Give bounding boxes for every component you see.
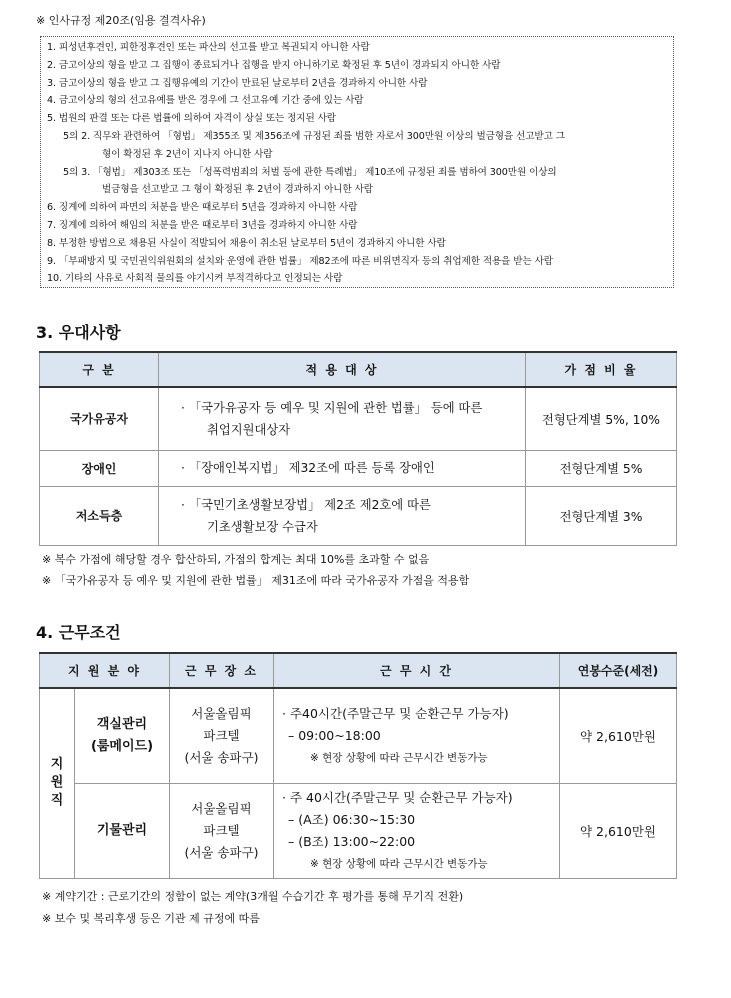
hours-cell xyxy=(274,783,560,878)
category-cell: 국가유공자 xyxy=(40,387,159,450)
preference-note: ※ 「국가유공자 등 예우 및 지원에 관한 법률」 제31조에 따라 국가유공자 가점을 적용함 xyxy=(42,574,470,587)
salary-cell: 약 2,610만원 xyxy=(560,688,677,783)
place-line: (서울 송파구) xyxy=(184,749,259,765)
conditions-note: ※ 계약기간 : 근로기간의 정함이 없는 계약(3개월 수습기간 후 평가를 통해 무기직 전환) xyxy=(42,890,464,903)
disq-item: 형이 확정된 후 2년이 지나지 아니한 사람 xyxy=(102,148,273,160)
place-line: 서울올림픽 xyxy=(191,705,252,721)
header-target: 적 용 대 상 xyxy=(159,352,526,387)
section-title-conditions: 4. 근무조건 xyxy=(36,623,121,642)
header-rate: 가 점 비 율 xyxy=(526,352,677,387)
hours-line: · 주40시간(주말근무 및 순환근무 가능자) xyxy=(282,705,509,721)
table-header-row xyxy=(40,653,677,688)
table-row xyxy=(40,486,677,545)
hours-line: – (B조) 13:00~22:00 xyxy=(288,833,416,849)
place-line: 서울올림픽 xyxy=(191,800,252,816)
place-line: (서울 송파구) xyxy=(184,844,259,860)
table-row xyxy=(40,387,677,450)
target-line: 기초생활보장 수급자 xyxy=(207,519,318,534)
table-header-row xyxy=(40,352,677,387)
group-label-cell xyxy=(40,688,75,878)
hours-note: ※ 현장 상황에 따라 근무시간 변동가능 xyxy=(310,751,488,764)
rate-cell: 전형단계별 5%, 10% xyxy=(526,387,677,450)
category-cell: 저소득층 xyxy=(40,486,159,545)
disqualification-box xyxy=(40,36,674,288)
hours-cell xyxy=(274,688,560,783)
hours-line: · 주 40시간(주말근무 및 순환근무 가능자) xyxy=(282,789,513,805)
target-cell xyxy=(159,387,526,450)
disqualification-title: ※ 인사규정 제20조(임용 결격사유) xyxy=(36,14,206,27)
preference-note: ※ 복수 가점에 해당할 경우 합산하되, 가점의 합계는 최대 10%를 초과할 수 없음 xyxy=(42,553,430,566)
table-row xyxy=(40,450,677,486)
place-line: 파크텔 xyxy=(203,727,240,743)
table-row xyxy=(40,783,677,878)
preference-table xyxy=(39,351,677,546)
target-cell xyxy=(159,486,526,545)
disq-item: 8. 부정한 방법으로 채용된 사실이 적발되어 채용이 취소된 날로부터 5년이 경과하지 아니한 사람 xyxy=(47,237,446,249)
target-line: · 「국민기초생활보장법」 제2조 제2호에 따른 xyxy=(181,497,431,512)
conditions-note: ※ 보수 및 복리후생 등은 기관 제 규정에 따름 xyxy=(42,912,260,925)
disq-item: 7. 징계에 의하여 해임의 처분을 받은 때로부터 3년을 경과하지 아니한 사람 xyxy=(47,219,358,231)
section-title-preferences: 3. 우대사항 xyxy=(36,323,121,342)
rate-cell: 전형단계별 3% xyxy=(526,486,677,545)
salary-cell: 약 2,610만원 xyxy=(560,783,677,878)
job-cell xyxy=(75,783,170,878)
target-line: · 「국가유공자 등 예우 및 지원에 관한 법률」 등에 따른 xyxy=(181,400,483,415)
group-label-char: 지 xyxy=(50,757,64,773)
disq-item: 9. 「부패방지 및 국민권익위원회의 설치와 운영에 관한 법률」 제82조에 따른 비위면직자 등의 취업제한 적용을 받는 사람 xyxy=(47,255,553,267)
hours-note: ※ 현장 상황에 따라 근무시간 변동가능 xyxy=(310,857,488,870)
rate-cell: 전형단계별 5% xyxy=(526,450,677,486)
group-label-char: 직 xyxy=(50,793,64,809)
disq-item: 4. 금고이상의 형의 선고유예를 받은 경우에 그 선고유예 기간 중에 있는 사람 xyxy=(47,95,364,107)
job-line: 객실관리 xyxy=(96,716,148,732)
job-line: (룸메이드) xyxy=(90,738,154,754)
hours-line: – (A조) 06:30~15:30 xyxy=(288,811,416,827)
target-line: 취업지원대상자 xyxy=(207,422,291,437)
table-row xyxy=(40,688,677,783)
place-line: 파크텔 xyxy=(203,822,240,838)
disq-item: 벌금형을 선고받고 그 형이 확정된 후 2년이 경과하지 아니한 사람 xyxy=(102,184,373,196)
disq-item: 1. 피성년후견인, 피한정후견인 또는 파산의 선고를 받고 복권되지 아니한 사람 xyxy=(47,42,370,53)
header-category: 구 분 xyxy=(40,352,159,387)
group-label-char: 원 xyxy=(50,775,64,791)
header-field: 지 원 분 야 xyxy=(40,653,170,688)
job-line: 기물관리 xyxy=(96,822,148,838)
hours-line: – 09:00~18:00 xyxy=(288,727,381,743)
work-conditions-table xyxy=(39,652,677,879)
place-cell xyxy=(170,783,274,878)
disq-item: 3. 금고이상의 형을 받고 그 집행유예의 기간이 만료된 날로부터 2년을 경과하지 아니한 사람 xyxy=(47,77,428,89)
disq-item: 5. 법원의 판결 또는 다른 법률에 의하여 자격이 상실 또는 정지된 사람 xyxy=(47,113,336,125)
disq-item: 5의 2. 직무와 관련하여 「형법」 제355조 및 제356조에 규정된 죄를 범한 자로서 300만원 이상의 벌금형을 선고받고 그 xyxy=(63,130,565,142)
target-cell xyxy=(159,450,526,486)
header-salary: 연봉수준(세전) xyxy=(560,653,677,688)
target-line: · 「장애인복지법」 제32조에 따른 등록 장애인 xyxy=(181,461,435,475)
header-hours: 근 무 시 간 xyxy=(274,653,560,688)
header-place: 근 무 장 소 xyxy=(170,653,274,688)
category-cell: 장애인 xyxy=(40,450,159,486)
place-cell xyxy=(170,688,274,783)
disq-item: 5의 3. 「형법」 제303조 또는 「성폭력범죄의 처벌 등에 관한 특례법」 제10조에 규정된 죄를 범하여 300만원 이상의 xyxy=(63,166,557,178)
disq-item: 10. 기타의 사유로 사회적 물의를 야기시켜 부적격하다고 인정되는 사람 xyxy=(47,273,343,285)
disq-item: 2. 금고이상의 형을 받고 그 집행이 종료되거나 집행을 받지 아니하기로 확정된 후 5년이 경과되지 아니한 사람 xyxy=(47,59,501,71)
disq-item: 6. 징계에 의하여 파면의 처분을 받은 때로부터 5년을 경과하지 아니한 사람 xyxy=(47,202,358,214)
job-cell xyxy=(75,688,170,783)
